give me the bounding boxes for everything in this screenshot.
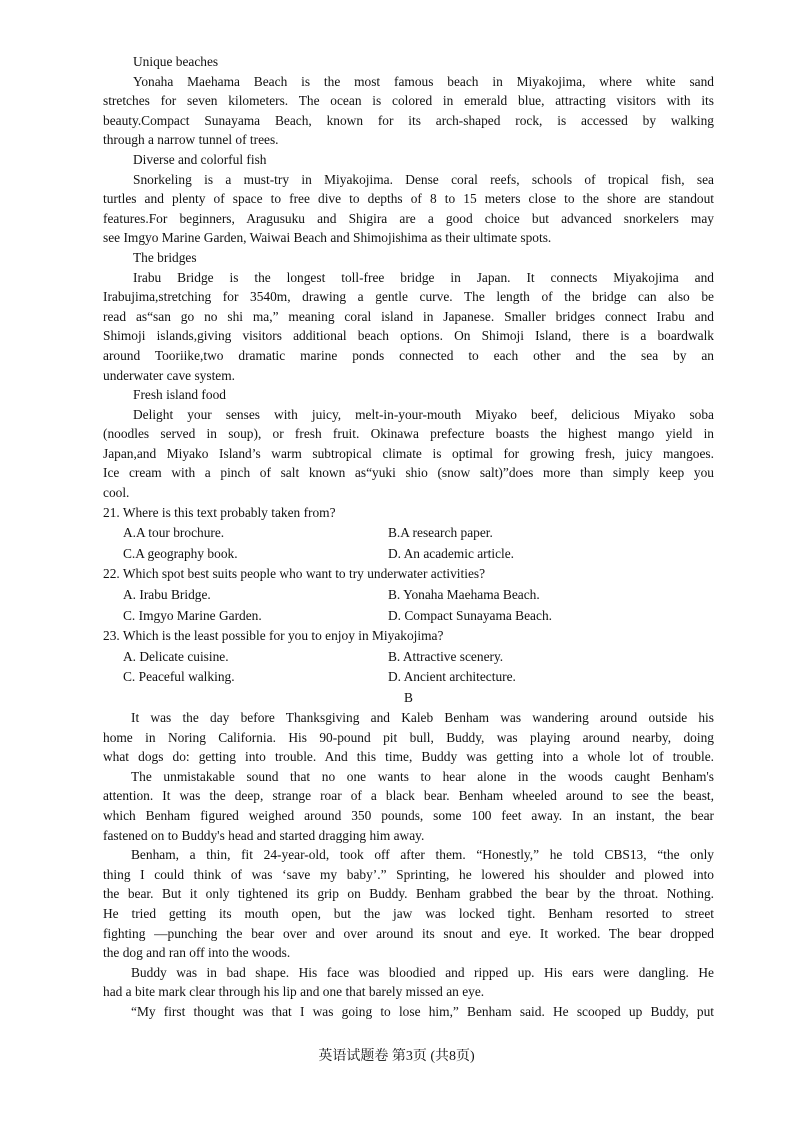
paragraph-line: the bear. But it only tightened its grip on Buddy. Benham grabbed the bear by the throat. Nothing. — [103, 886, 714, 902]
option-a: A. Irabu Bridge. — [123, 587, 211, 603]
paragraph-line: (noodles served in soup), or fresh fruit. Okinawa prefecture boasts the highest mango yield in — [103, 426, 714, 442]
heading-diverse-fish: Diverse and colorful fish — [133, 151, 267, 167]
option-d: D. Compact Sunayama Beach. — [388, 607, 552, 623]
paragraph-line: thing I could think of was ‘save my baby’.” Sprinting, he lowered his shoulder and plowed into — [103, 866, 714, 882]
paragraph-line: The unmistakable sound that no one wants to hear alone in the woods caught Benham's — [131, 768, 714, 784]
paragraph-line: Japan,and Miyako Island’s warm subtropical climate is optimal for growing fresh, juicy mangoes. — [103, 445, 714, 461]
paragraph-line: Irabujima,stretching for 3540m, drawing a gentle curve. The length of the bridge can also be — [103, 289, 714, 305]
paragraph-line: features.For beginners, Aragusuku and Shigira are a good choice but advanced snorkelers may — [103, 210, 714, 226]
paragraph-line: Irabu Bridge is the longest toll-free bridge in Japan. It connects Miyakojima and — [133, 269, 714, 285]
paragraph-line: beauty.Compact Sunayama Beach, known for its arch-shaped rock, is accessed by walking — [103, 112, 714, 128]
paragraph-line: Shimoji islands,giving visitors additional beach options. On Shimoji Island, there is a boardwalk — [103, 328, 714, 344]
paragraph-line: He tried getting its mouth open, but the jaw was locked tight. Benham resorted to street — [103, 905, 714, 921]
paragraph-line: Yonaha Maehama Beach is the most famous beach in Miyakojima, where white sand — [133, 73, 714, 89]
heading-island-food: Fresh island food — [133, 387, 226, 403]
option-d: D. Ancient architecture. — [388, 669, 516, 685]
question-stem: 23. Which is the least possible for you to enjoy in Miyakojima? — [103, 628, 444, 644]
option-c: C. Imgyo Marine Garden. — [123, 607, 262, 623]
paragraph-line: had a bite mark clear through his lip and one that barely missed an eye. — [103, 984, 485, 1000]
paragraph-line: Buddy was in bad shape. His face was bloodied and ripped up. His ears were dangling. He — [131, 964, 714, 980]
paragraph-line: see Imgyo Marine Garden, Waiwai Beach and Shimojishima as their ultimate spots. — [103, 230, 552, 246]
paragraph-line: fighting —punching the bear over and over around its snout and eye. It worked. The bear dropped — [103, 925, 714, 941]
paragraph-line: home in Noring California. His 90-pound pit bull, Buddy, was playing around nearby, doing — [103, 729, 714, 745]
option-b: B. Yonaha Maehama Beach. — [388, 587, 540, 603]
paragraph-line: cool. — [103, 485, 130, 501]
paragraph-line: Ice cream with a pinch of salt known as“yuki shio (snow salt)”does more than simply keep you — [103, 465, 714, 481]
question-22 — [103, 564, 714, 626]
paragraph-line: Snorkeling is a must-try in Miyakojima. Dense coral reefs, schools of tropical fish, sea — [133, 171, 714, 187]
paragraph-line: stretches for seven kilometers. The ocean is colored in emerald blue, attracting visitors with its — [103, 93, 714, 109]
question-stem: 21. Where is this text probably taken from? — [103, 504, 336, 520]
option-a: A.A tour brochure. — [123, 525, 225, 541]
paragraph-line: turtles and plenty of space to free dive to depths of 8 to 15 meters close to the shore are standout — [103, 191, 714, 207]
paragraph-line: fastened on to Buddy's head and started dragging him away. — [103, 827, 425, 843]
exam-page — [103, 52, 714, 1022]
heading-bridges: The bridges — [133, 249, 197, 265]
option-b: B. Attractive scenery. — [388, 648, 504, 664]
paragraph-line: Delight your senses with juicy, melt-in-your-mouth Miyako beef, delicious Miyako soba — [133, 406, 714, 422]
option-b: B.A research paper. — [388, 525, 493, 541]
paragraph-line: attention. It was the deep, strange roar of a black bear. Benham wheeled around to see the beast, — [103, 788, 714, 804]
page-footer: 英语试题卷 第3页 (共8页) — [318, 1049, 475, 1064]
section-b-label: B — [404, 690, 413, 705]
paragraph-line: It was the day before Thanksgiving and Kaleb Benham was wandering around outside his — [131, 710, 714, 725]
question-21 — [103, 503, 714, 565]
question-stem: 22. Which spot best suits people who want to try underwater activities? — [103, 566, 486, 582]
option-c: C.A geography book. — [123, 545, 238, 561]
paragraph-line: the dog and ran off into the woods. — [103, 945, 291, 961]
question-23 — [103, 626, 714, 688]
option-d: D. An academic article. — [388, 545, 515, 561]
paragraph-line: around Tooriike,two dramatic marine ponds connected to each other and the sea by an — [103, 347, 714, 363]
paragraph-line: what dogs do: getting into trouble. And this time, Buddy was getting into a whole lot of trouble. — [103, 749, 714, 765]
paragraph-line: “My first thought was that I was going to lose him,” Benham said. He scooped up Buddy, put — [131, 1003, 714, 1019]
paragraph-line: underwater cave system. — [103, 367, 235, 383]
paragraph-line: read as“san go no shi ma,” meaning coral island in Japanese. Smaller bridges connect Irabu and — [103, 308, 714, 324]
option-c: C. Peaceful walking. — [123, 669, 235, 685]
heading-unique-beaches: Unique beaches — [133, 54, 219, 69]
paragraph-line: Benham, a thin, fit 24-year-old, took off after them. “Honestly,” he told CBS13, “the only — [131, 847, 714, 863]
paragraph-line: through a narrow tunnel of trees. — [103, 132, 279, 148]
paragraph-line: which Benham figured weighed around 350 pounds, some 100 feet away. In an instant, the bear — [103, 807, 714, 823]
option-a: A. Delicate cuisine. — [123, 648, 229, 664]
